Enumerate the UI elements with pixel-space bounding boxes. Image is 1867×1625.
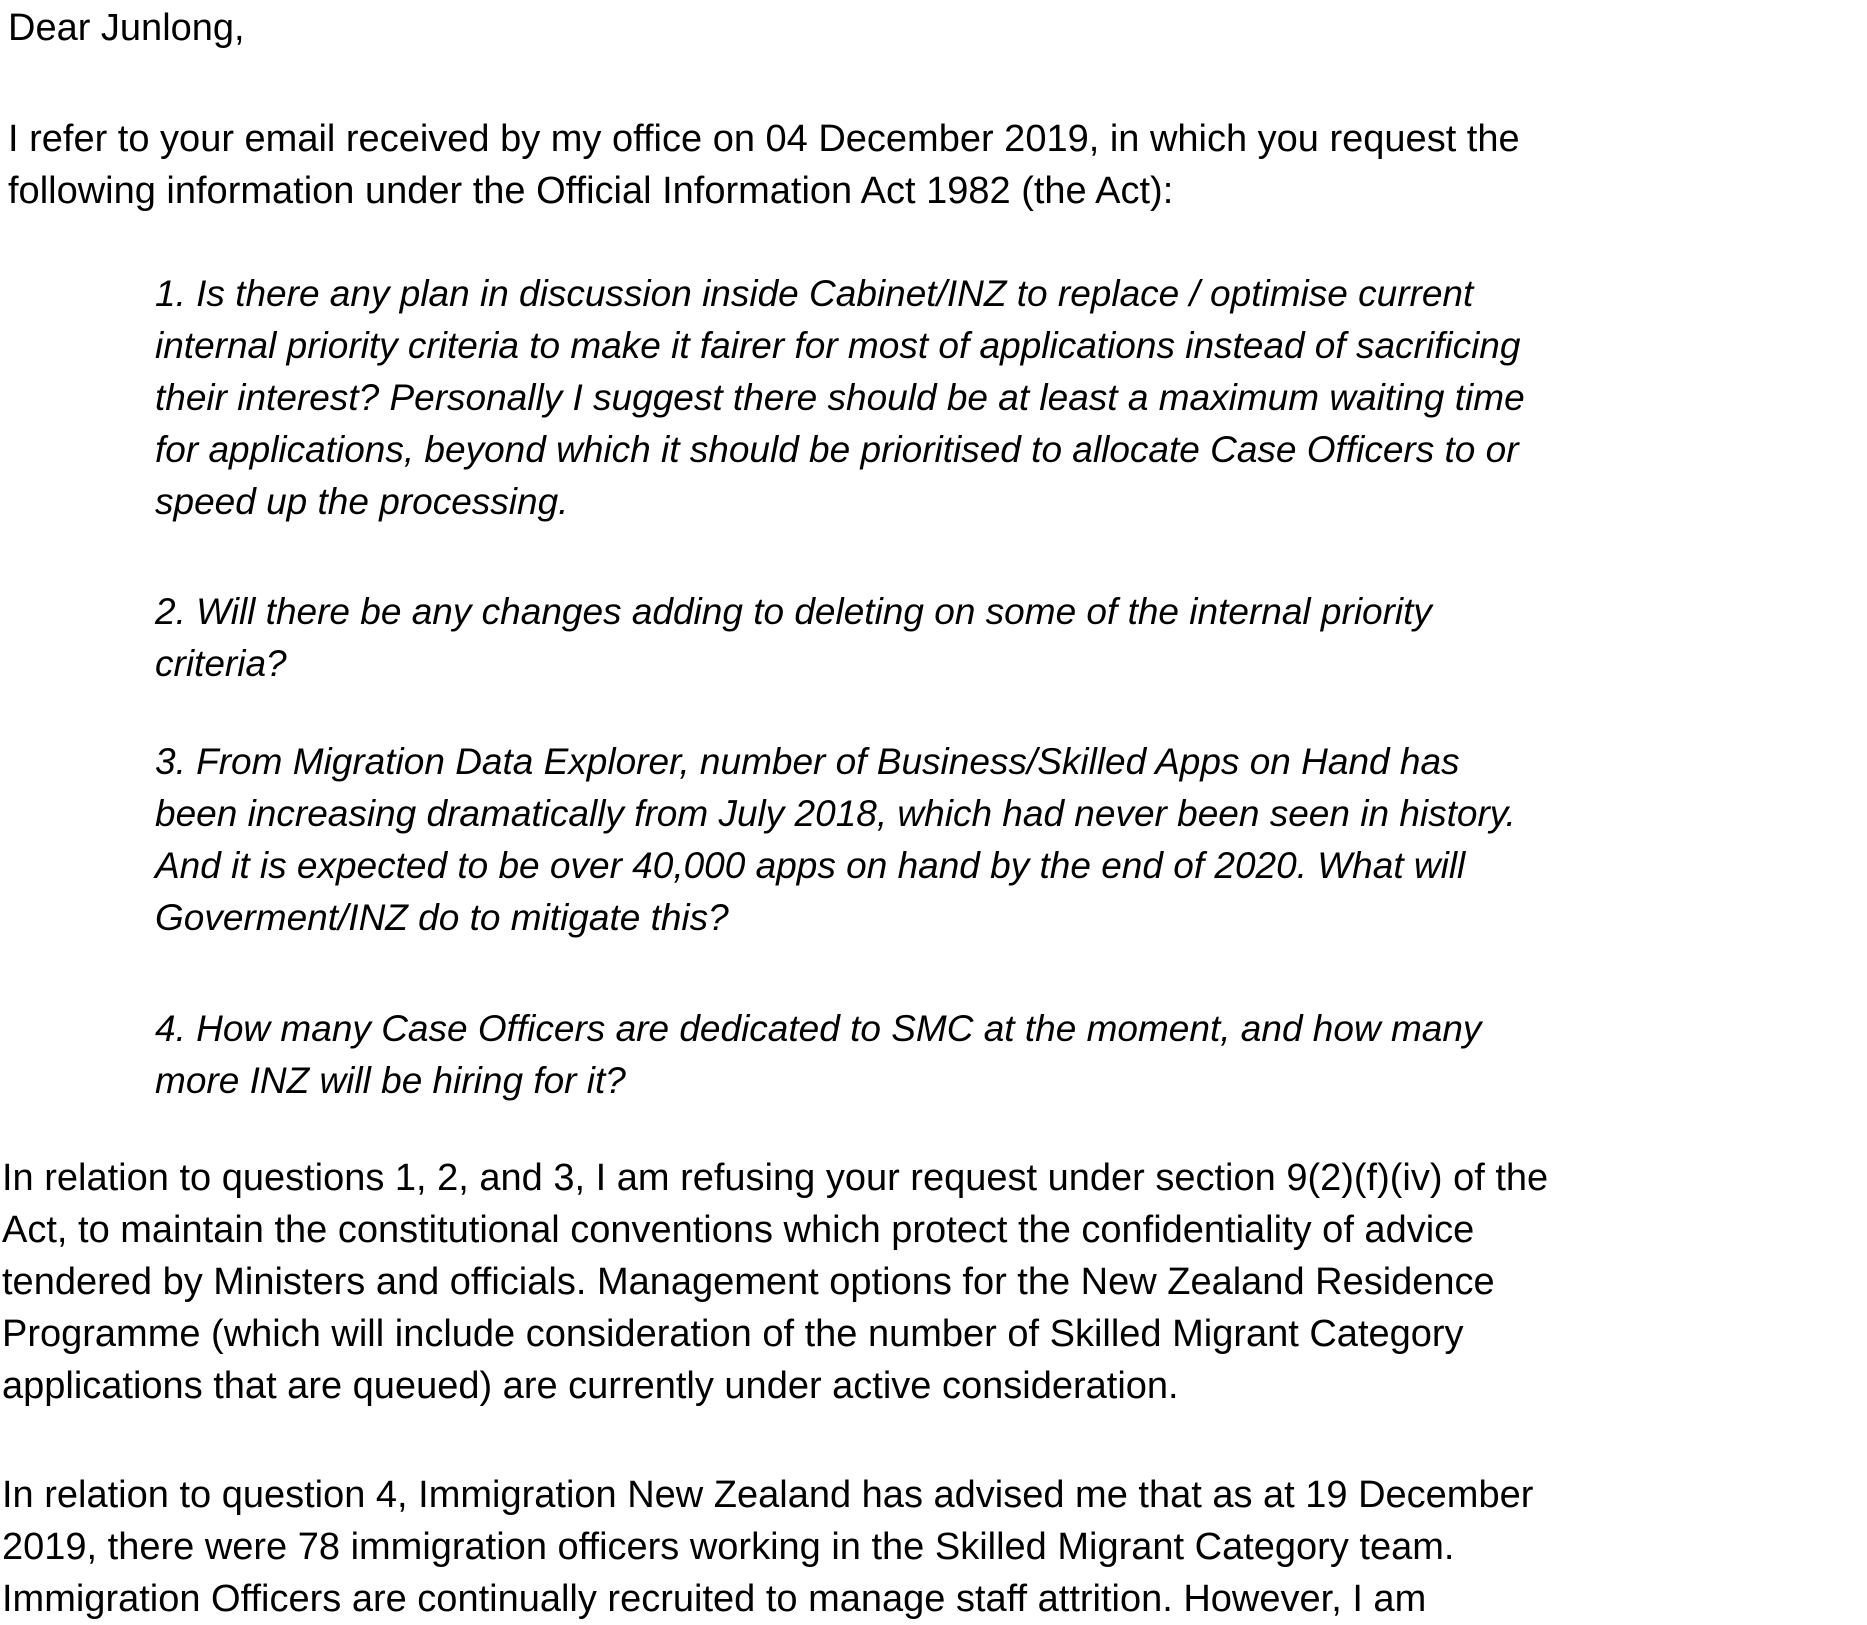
question-2 <box>155 586 1855 690</box>
intro-line: I refer to your email received by my office on 04 December 2019, in which you request the <box>8 118 1520 160</box>
question-4-response-paragraph <box>2 1469 1862 1625</box>
response-line: 2019, there were 78 immigration officers working in the Skilled Migrant Category team. <box>2 1526 1455 1568</box>
response-line: Immigration Officers are continually recruited to manage staff attrition. However, I am <box>2 1578 1427 1620</box>
refusal-paragraph <box>2 1152 1862 1412</box>
refusal-line: Programme (which will include consideration of the number of Skilled Migrant Category <box>2 1313 1464 1355</box>
question-line: more INZ will be hiring for it? <box>155 1060 626 1101</box>
response-line: In relation to question 4, Immigration New Zealand has advised me that as at 19 December <box>2 1474 1534 1516</box>
question-line: Goverment/INZ do to mitigate this? <box>155 897 729 938</box>
question-line: their interest? Personally I suggest there should be at least a maximum waiting time <box>155 377 1525 418</box>
question-line: speed up the processing. <box>155 481 569 522</box>
refusal-line: Act, to maintain the constitutional conventions which protect the confidentiality of advice <box>2 1209 1475 1251</box>
question-line: 2. Will there be any changes adding to deleting on some of the internal priority <box>155 591 1432 632</box>
question-3 <box>155 736 1855 944</box>
refusal-line: applications that are queued) are currently under active consideration. <box>2 1365 1179 1407</box>
question-1 <box>155 268 1855 528</box>
question-line: 3. From Migration Data Explorer, number of Business/Skilled Apps on Hand has <box>155 741 1460 782</box>
salutation: Dear Junlong, <box>8 7 245 49</box>
question-line: internal priority criteria to make it fairer for most of applications instead of sacrificing <box>155 325 1521 366</box>
intro-paragraph <box>8 113 1867 217</box>
question-line: 1. Is there any plan in discussion inside Cabinet/INZ to replace / optimise current <box>155 273 1474 314</box>
question-line: been increasing dramatically from July 2018, which had never been seen in history. <box>155 793 1516 834</box>
refusal-line: In relation to questions 1, 2, and 3, I am refusing your request under section 9(2)(f)(iv) of the <box>2 1157 1549 1199</box>
question-line: criteria? <box>155 643 287 684</box>
question-line: for applications, beyond which it should be prioritised to allocate Case Officers to or <box>155 429 1519 470</box>
question-line: And it is expected to be over 40,000 apps on hand by the end of 2020. What will <box>155 845 1466 886</box>
question-4 <box>155 1003 1855 1107</box>
question-line: 4. How many Case Officers are dedicated to SMC at the moment, and how many <box>155 1008 1482 1049</box>
refusal-line: tendered by Ministers and officials. Management options for the New Zealand Residence <box>2 1261 1495 1303</box>
intro-line: following information under the Official Information Act 1982 (the Act): <box>8 170 1174 212</box>
